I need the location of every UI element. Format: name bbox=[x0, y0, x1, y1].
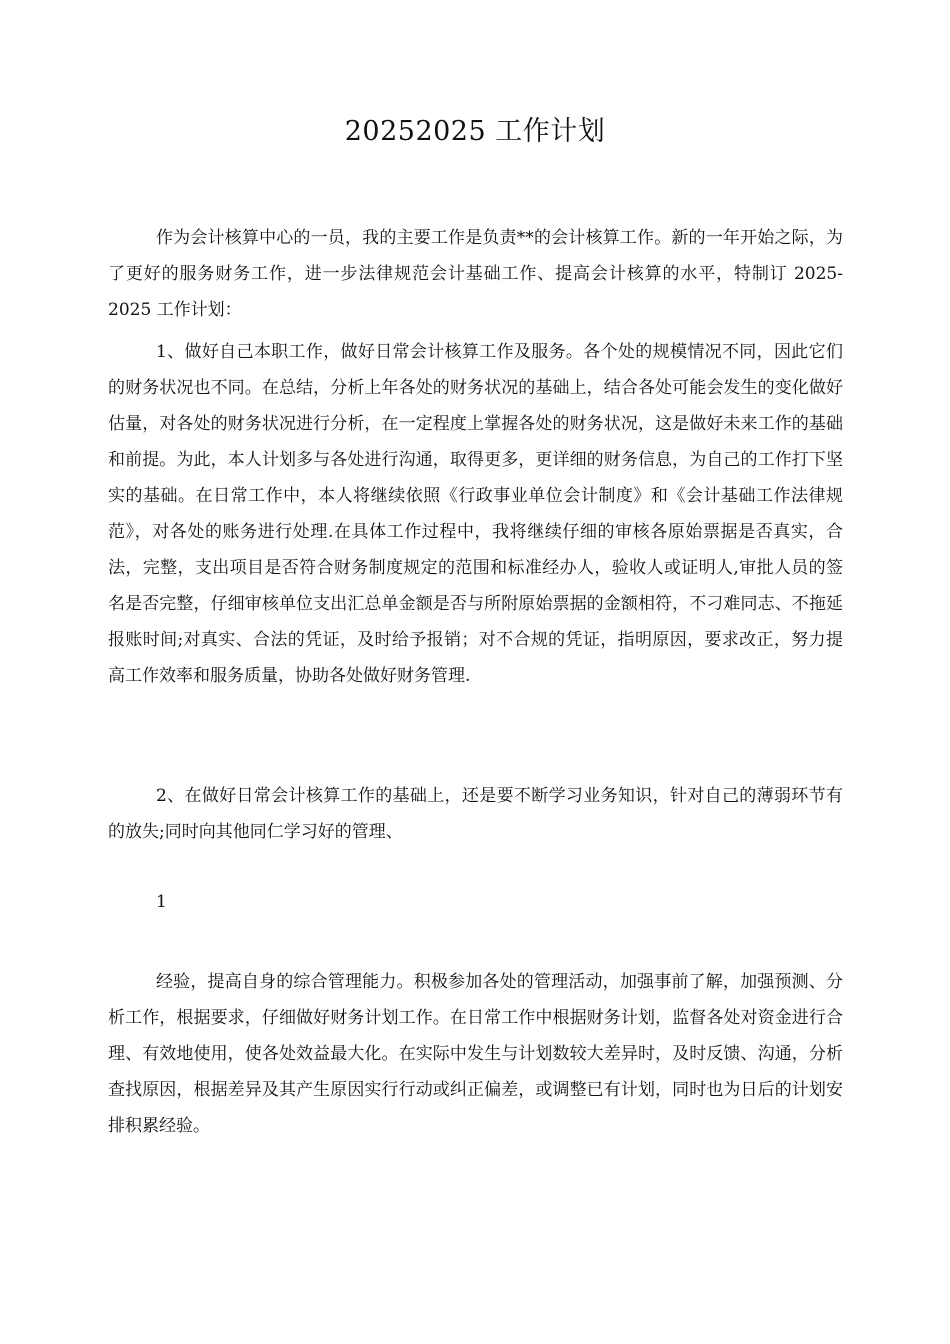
page-number: 1 bbox=[156, 892, 167, 912]
intro-paragraph: 作为会计核算中心的一员，我的主要工作是负责**的会计核算工作。新的一年开始之际，为了更好的服务财务工作，进一步法律规范会计基础工作、提高会计核算的水平，特制订 2025-2025 工作计划： bbox=[108, 228, 843, 320]
item-2-paragraph: 2、在做好日常会计核算工作的基础上，还是要不断学习业务知识，针对自己的薄弱环节有的放失;同时向其他同仁学习好的管理、 bbox=[108, 786, 843, 842]
item-1-paragraph: 1、做好自己本职工作，做好日常会计核算工作及服务。各个处的规模情况不同，因此它们的财务状况也不同。在总结，分析上年各处的财务状况的基础上，结合各处可能会发生的变化做好估量，对各处的财务状况进行分析，在一定程度上掌握各处的财务状况，这是做好未来工作的基础和前提。为此，本人计划多与各处进行沟通，取得更多，更详细的财务信息，为自己的工作打下坚实的基础。在日常工作中，本人将继续依照《行政事业单位会计制度》和《会计基础工作法律规范》，对各处的账务进行处理.在具体工作过程中，我将继续仔细的审核各原始票据是否真实，合法，完整，支出项目是否符合财务制度规定的范围和标准经办人，验收人或证明人,审批人员的签名是否完整，仔细审核单位支出汇总单金额是否与所附原始票据的金额相符，不刁难同志、不拖延报账时间;对真实、合法的凭证，及时给予报销；对不合规的凭证，指明原因，要求改正，努力提高工作效率和服务质量，协助各处做好财务管理. bbox=[108, 342, 843, 686]
continuation-paragraph: 经验，提高自身的综合管理能力。积极参加各处的管理活动，加强事前了解，加强预测、分析工作，根据要求，仔细做好财务计划工作。在日常工作中根据财务计划，监督各处对资金进行合理、有效地使用，使各处效益最大化。在实际中发生与计划数较大差异时，及时反馈、沟通，分析查找原因，根据差异及其产生原因实行行动或纠正偏差，或调整已有计划，同时也为日后的计划安排积累经验。 bbox=[108, 972, 843, 1136]
document-title: 20252025 工作计划 bbox=[344, 116, 606, 147]
